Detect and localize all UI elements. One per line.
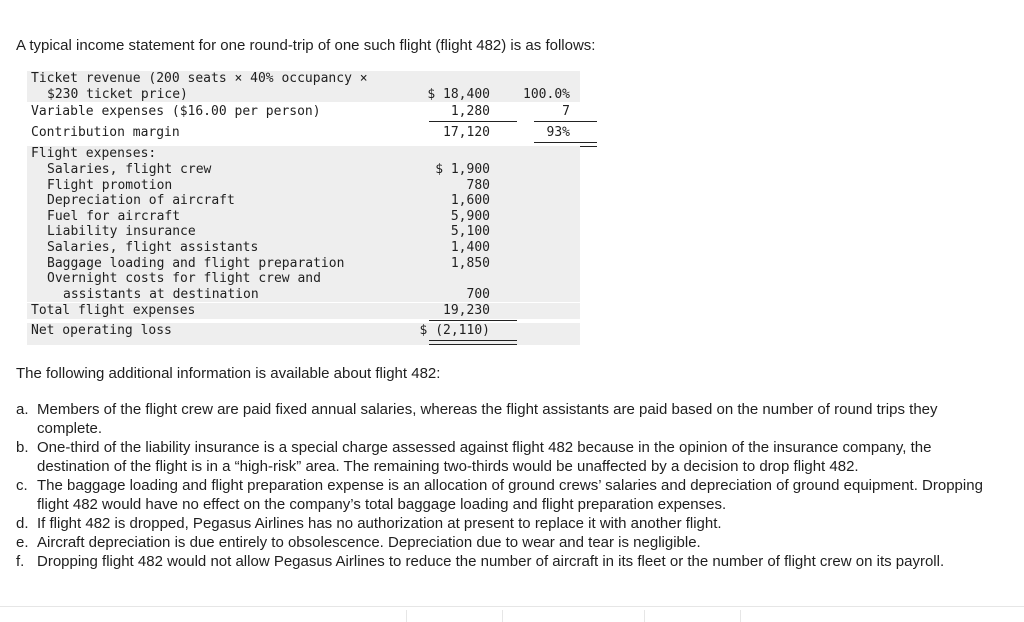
underline [534, 121, 597, 122]
expense-label: Salaries, flight assistants [47, 240, 259, 255]
expense-row [27, 209, 580, 225]
list-marker: f. [16, 553, 25, 570]
list-item-text: Aircraft depreciation is due entirely to obsolescence. Depreciation due to wear and tear is negligible. [37, 534, 701, 551]
expense-row [27, 256, 580, 272]
overnight-amount: 700 [466, 286, 490, 302]
contribution-margin-amount: 17,120 [443, 125, 490, 140]
contribution-margin-label: Contribution margin [31, 125, 180, 140]
net-operating-loss-label: Net operating loss [31, 323, 172, 338]
ticket-revenue-label-cont: $230 ticket price) [47, 86, 188, 102]
list-item [16, 533, 1006, 552]
expense-amount: $ 1,900 [435, 162, 490, 177]
total-flight-expenses-amount: 19,230 [443, 303, 490, 318]
expense-amount: 1,600 [450, 193, 490, 209]
ticket-revenue-amount: $ 18,400 [427, 86, 490, 102]
expense-label: Baggage loading and flight preparation [47, 255, 345, 271]
variable-expenses-label: Variable expenses ($16.00 per person) [31, 104, 321, 119]
variable-expenses-percent: 7 [562, 104, 570, 119]
additional-info-heading: The following additional information is available about flight 482: [16, 365, 441, 382]
expense-amount: 1,850 [450, 255, 490, 271]
double-underline [429, 340, 517, 345]
underline [429, 121, 517, 122]
overnight-row-line2 [27, 287, 580, 303]
ticket-revenue-row-line1 [27, 71, 580, 87]
expense-label: Depreciation of aircraft [47, 193, 235, 209]
contribution-margin-row [27, 125, 580, 141]
additional-info-list [16, 400, 1006, 571]
underline [429, 320, 517, 321]
list-item-text: The baggage loading and flight preparation expense is an allocation of ground crews’ salaries and depreciation of ground equipment. Dropping flight 482 would have no effect on the company’s total baggage loading and flight preparation expenses. [37, 477, 983, 513]
expense-row [27, 162, 580, 178]
divider-tick [406, 610, 407, 622]
ticket-revenue-label: Ticket revenue (200 seats × 40% occupancy × [31, 71, 368, 86]
list-marker: c. [16, 477, 28, 494]
expense-amount: 5,100 [450, 224, 490, 240]
list-item-text: Dropping flight 482 would not allow Pegasus Airlines to reduce the number of aircraft in its fleet or the number of flight crew on its payroll. [37, 553, 945, 570]
contribution-margin-percent: 93% [546, 125, 570, 140]
net-operating-loss-amount: $ (2,110) [419, 323, 490, 338]
list-item-text: One-third of the liability insurance is a special charge assessed against flight 482 because in the opinion of the insurance company, the destination of the flight is in a “high-risk” area. The remaining two-thirds would be unaffected by a decision to drop flight 482. [37, 439, 932, 475]
divider-tick [502, 610, 503, 622]
list-item-text: Members of the flight crew are paid fixed annual salaries, whereas the flight assistants are paid based on the number of round trips they complete. [37, 401, 938, 437]
overnight-label: Overnight costs for flight crew and [47, 271, 321, 287]
variable-expenses-amount: 1,280 [450, 104, 490, 119]
expense-row [27, 240, 580, 256]
expense-label: Liability insurance [47, 224, 196, 240]
list-item [16, 552, 1006, 571]
total-flight-expenses-label: Total flight expenses [31, 303, 196, 318]
ticket-revenue-percent: 100.0% [523, 86, 570, 102]
expense-row [27, 178, 580, 194]
expense-amount: 780 [466, 177, 490, 193]
list-marker: d. [16, 515, 29, 532]
divider-tick [644, 610, 645, 622]
total-flight-expenses-row [27, 303, 580, 319]
expense-row [27, 224, 580, 240]
expense-amount: 5,900 [450, 208, 490, 224]
list-item-text: If flight 482 is dropped, Pegasus Airlines has no authorization at present to replace it with another flight. [37, 515, 722, 532]
bottom-divider [0, 606, 1024, 607]
expense-label: Fuel for aircraft [47, 208, 181, 224]
list-item [16, 400, 1006, 438]
list-marker: e. [16, 534, 29, 551]
list-marker: b. [16, 439, 29, 456]
overnight-label-cont: assistants at destination [63, 286, 259, 302]
list-item [16, 514, 1006, 533]
list-marker: a. [16, 401, 29, 418]
flight-expenses-heading: Flight expenses: [31, 146, 157, 161]
overnight-row-line1 [27, 271, 580, 287]
intro-text: A typical income statement for one round-trip of one such flight (flight 482) is as follows: [16, 37, 596, 54]
flight-expenses-heading-row [27, 146, 580, 162]
expense-row [27, 193, 580, 209]
variable-expenses-row [27, 104, 580, 120]
ticket-revenue-row-line2 [27, 87, 580, 103]
expense-label: Flight promotion [47, 177, 173, 193]
list-item [16, 476, 1006, 514]
expense-amount: 1,400 [450, 240, 490, 255]
expense-label: Salaries, flight crew [47, 162, 212, 177]
list-item [16, 438, 1006, 476]
divider-tick [740, 610, 741, 622]
